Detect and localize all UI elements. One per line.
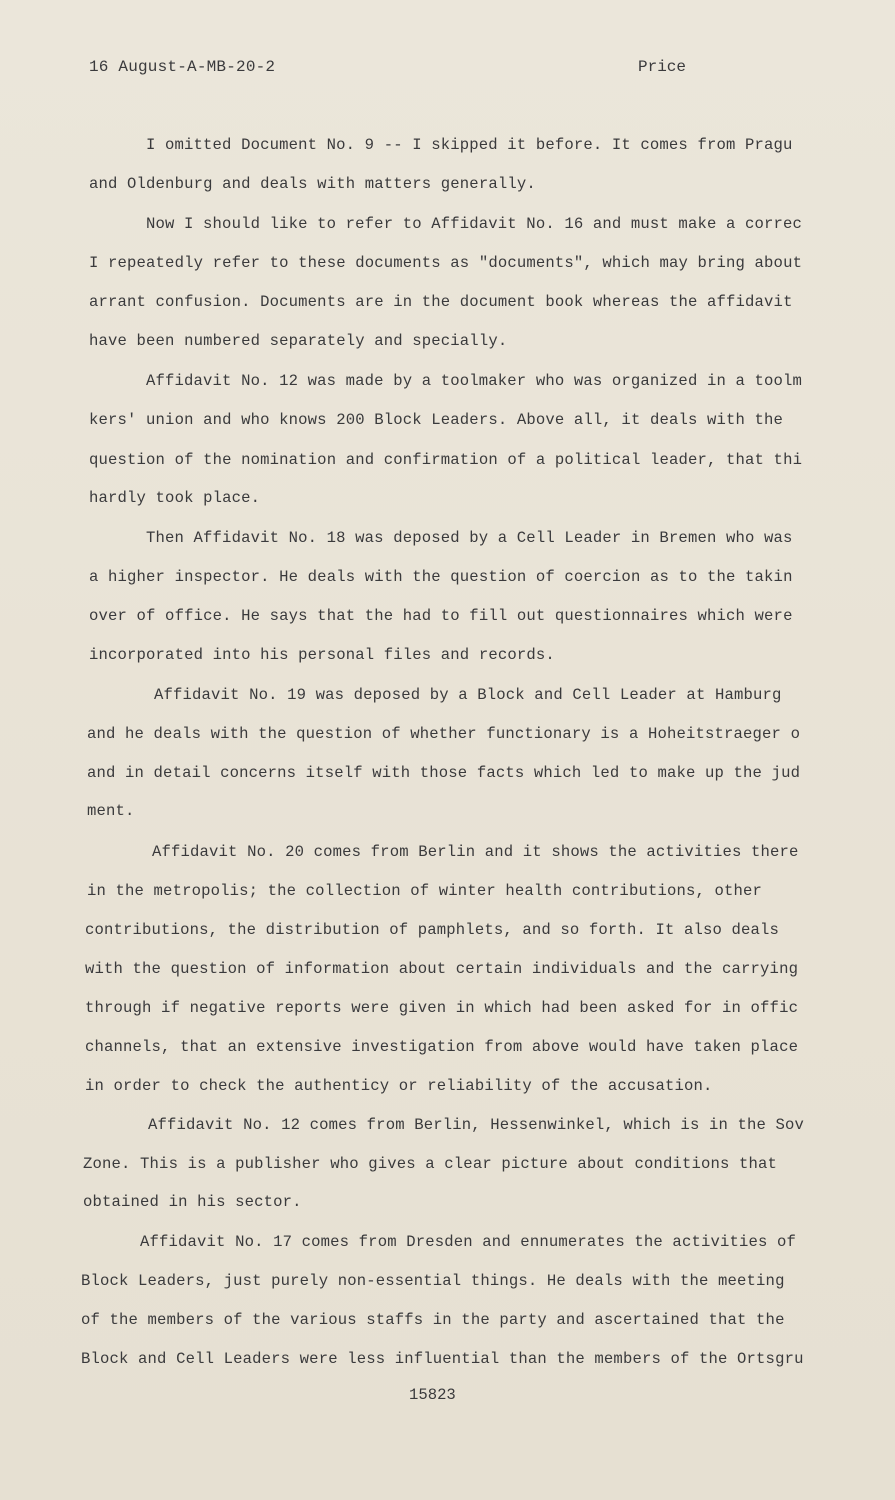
- text-line: Affidavit No. 20 comes from Berlin and it shows the activities there: [152, 843, 799, 861]
- text-line: kers' union and who knows 200 Block Leaders. Above all, it deals with the: [89, 411, 784, 429]
- text-line: incorporated into his personal files and records.: [89, 646, 555, 664]
- text-line: Block and Cell Leaders were less influential than the members of the Ortsgru: [81, 1350, 804, 1368]
- text-line: through if negative reports were given in which had been asked for in offic: [85, 999, 799, 1017]
- text-line: a higher inspector. He deals with the question of coercion as to the takin: [89, 568, 793, 586]
- text-line: Affidavit No. 17 comes from Dresden and ennumerates the activities of: [140, 1233, 797, 1251]
- text-line: I omitted Document No. 9 -- I skipped it before. It comes from Pragu: [146, 136, 793, 154]
- text-line: question of the nomination and confirmation of a political leader, that thi: [89, 451, 803, 469]
- text-line: ment.: [87, 802, 135, 820]
- text-line: and Oldenburg and deals with matters generally.: [89, 175, 536, 193]
- page-number: 15823: [409, 1386, 456, 1404]
- text-line: hardly took place.: [89, 489, 261, 507]
- text-line: over of office. He says that the had to fill out questionnaires which were: [89, 607, 793, 625]
- text-line: Affidavit No. 12 was made by a toolmaker who was organized in a toolm: [146, 372, 803, 390]
- text-line: arrant confusion. Documents are in the document book whereas the affidavit: [89, 293, 793, 311]
- text-line: channels, that an extensive investigation from above would have taken place: [85, 1038, 799, 1056]
- text-line: Affidavit No. 19 was deposed by a Block and Cell Leader at Hamburg: [154, 686, 782, 704]
- text-line: with the question of information about certain individuals and the carrying: [85, 960, 799, 978]
- text-line: Affidavit No. 12 comes from Berlin, Hessenwinkel, which is in the Sov: [148, 1116, 805, 1134]
- text-line: have been numbered separately and specially.: [89, 332, 508, 350]
- text-line: in the metropolis; the collection of winter health contributions, other: [87, 882, 763, 900]
- text-line: I repeatedly refer to these documents as "documents", which may bring about: [89, 254, 803, 272]
- text-line: in order to check the authenticy or reliability of the accusation.: [85, 1077, 713, 1095]
- text-line: Zone. This is a publisher who gives a clear picture about conditions that: [83, 1155, 778, 1173]
- text-line: obtained in his sector.: [83, 1193, 302, 1211]
- document-reference: 16 August-A-MB-20-2: [89, 58, 276, 76]
- text-line: Then Affidavit No. 18 was deposed by a Cell Leader in Bremen who was: [146, 529, 793, 547]
- text-line: and he deals with the question of whether functionary is a Hoheitstraeger o: [87, 725, 801, 743]
- speaker-name: Price: [638, 58, 687, 76]
- text-line: Now I should like to refer to Affidavit No. 16 and must make a correc: [146, 215, 803, 233]
- text-line: Block Leaders, just purely non-essential things. He deals with the meeting: [81, 1272, 785, 1290]
- text-line: and in detail concerns itself with those facts which led to make up the jud: [87, 764, 801, 782]
- text-line: contributions, the distribution of pamphlets, and so forth. It also deals: [85, 921, 780, 939]
- text-line: of the members of the various staffs in the party and ascertained that the: [81, 1311, 785, 1329]
